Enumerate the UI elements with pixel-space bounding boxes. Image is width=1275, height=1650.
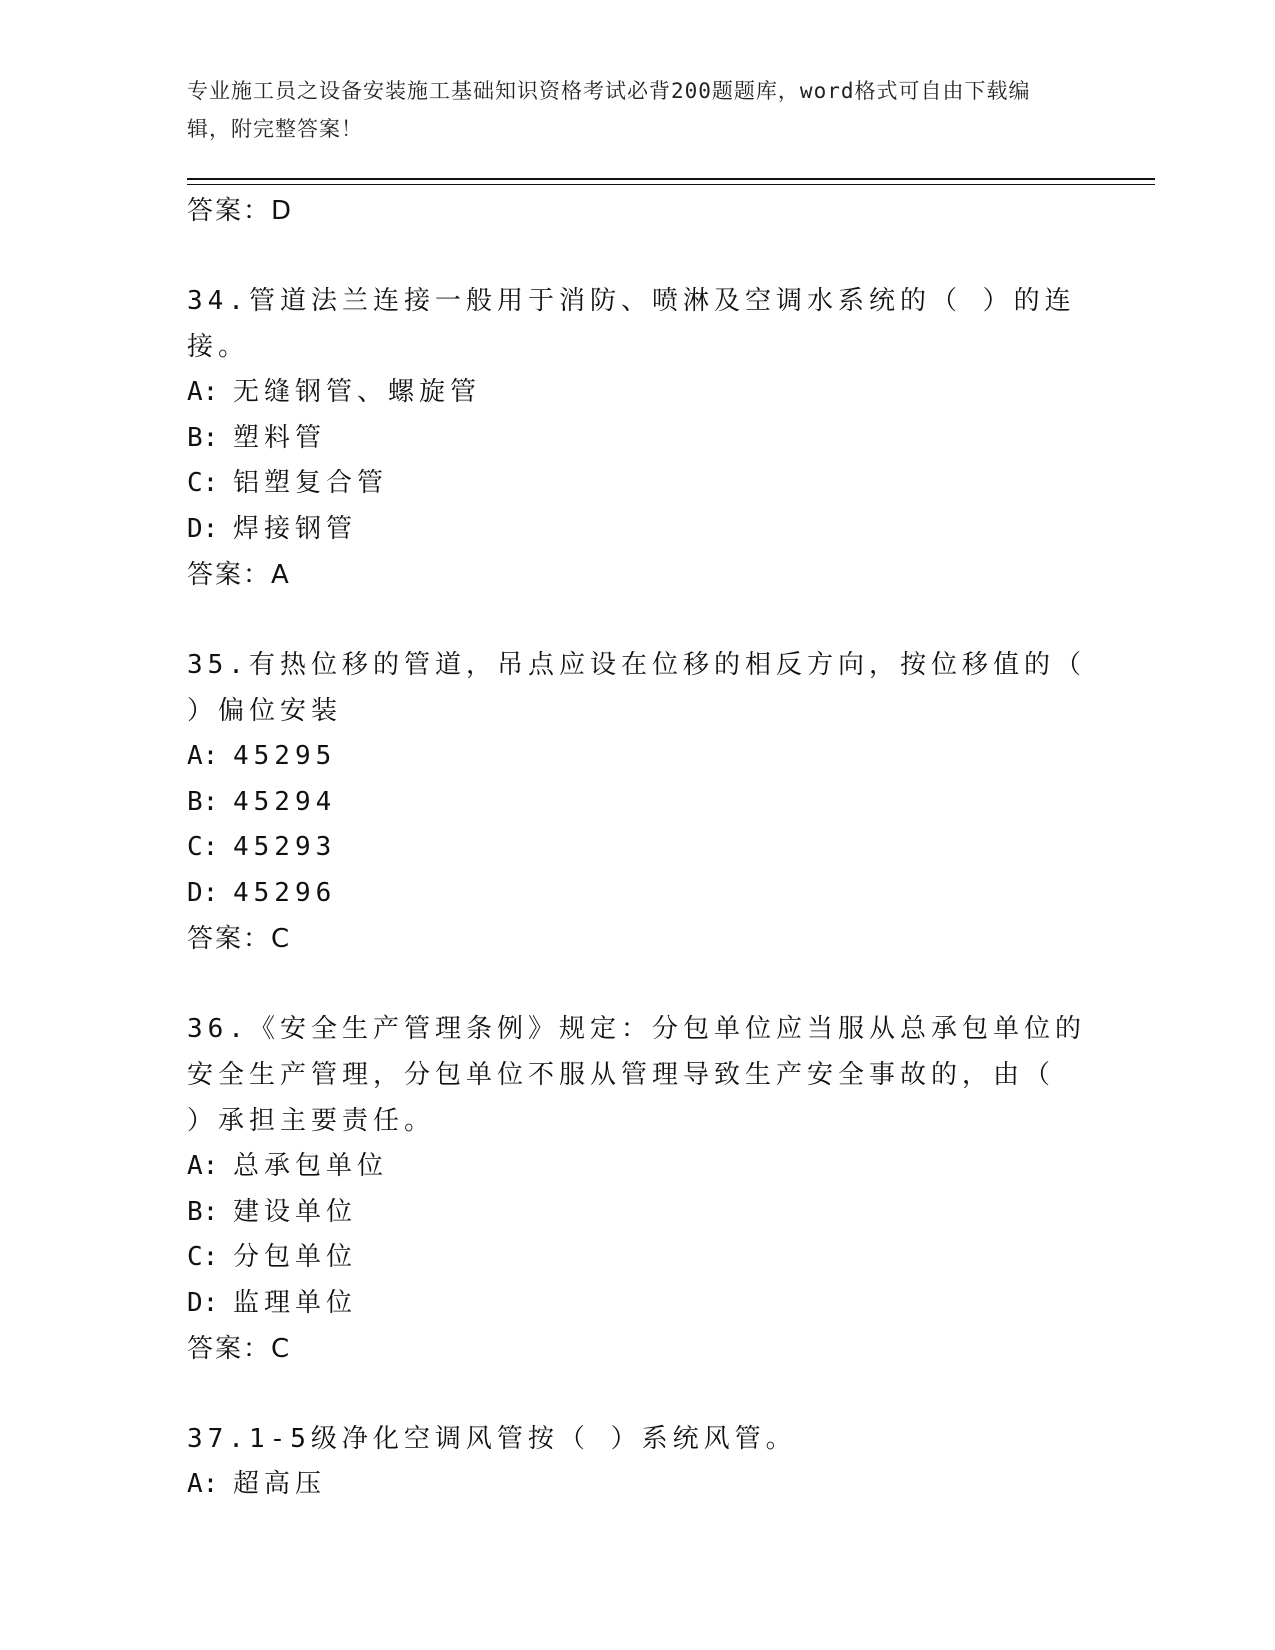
option-text: 超高压 — [233, 1469, 327, 1499]
option-text: 分包单位 — [233, 1242, 358, 1272]
question-34 — [187, 278, 1087, 598]
option-letter: D: — [187, 513, 219, 544]
option-a — [187, 370, 1087, 416]
header-rule-thin — [187, 184, 1155, 185]
option-letter: C: — [187, 468, 219, 498]
option-letter: A: — [187, 741, 219, 771]
answer-line: 答案：A — [187, 560, 291, 590]
question-37 — [187, 1416, 1087, 1508]
option-text: 45294 — [233, 786, 337, 817]
option-text: 45293 — [233, 832, 337, 862]
option-letter: A: — [187, 1151, 219, 1181]
option-letter: B: — [187, 786, 219, 817]
option-text: 45296 — [233, 877, 337, 908]
question-stem: 35.有热位移的管道，吊点应设在位移的相反方向，按位移值的（ ）偏位安装 — [187, 650, 1086, 726]
option-letter: C: — [187, 1242, 219, 1272]
option-b — [187, 1190, 1087, 1236]
option-letter: A: — [187, 377, 219, 407]
option-letter: B: — [187, 1196, 219, 1227]
question-36 — [187, 1006, 1087, 1372]
option-text: 铝塑复合管 — [233, 468, 389, 498]
option-letter: D: — [187, 877, 219, 908]
question-stem: 34.管道法兰连接一般用于消防、喷淋及空调水系统的（ ）的连接。 — [187, 286, 1076, 362]
option-text: 45295 — [233, 741, 337, 771]
option-b — [187, 780, 1087, 826]
option-letter: D: — [187, 1287, 219, 1318]
option-text: 监理单位 — [233, 1287, 358, 1318]
option-text: 塑料管 — [233, 422, 327, 453]
option-a — [187, 1462, 1087, 1508]
question-stem: 36.《安全生产管理条例》规定：分包单位应当服从总承包单位的安全生产管理，分包单位不服从管理导致生产安全事故的，由（ ）承担主要责任。 — [187, 1014, 1086, 1136]
option-b — [187, 416, 1087, 462]
question-35 — [187, 642, 1087, 962]
header-rule-thick — [187, 178, 1155, 180]
option-a — [187, 1144, 1087, 1190]
option-text: 建设单位 — [233, 1196, 358, 1227]
question-stem: 37.1-5级净化空调风管按（ ）系统风管。 — [187, 1424, 797, 1454]
option-d — [187, 507, 1087, 553]
answer-line: 答案：C — [187, 924, 292, 954]
answer-line: 答案：D — [187, 196, 294, 226]
option-c — [187, 825, 1087, 871]
option-d — [187, 871, 1087, 917]
option-a — [187, 734, 1087, 780]
option-text: 总承包单位 — [233, 1151, 389, 1181]
option-letter: B: — [187, 422, 219, 453]
option-text: 无缝钢管、螺旋管 — [233, 377, 482, 407]
answer-line: 答案：C — [187, 1334, 292, 1364]
option-letter: A: — [187, 1469, 219, 1499]
option-text: 焊接钢管 — [233, 513, 358, 544]
option-d — [187, 1281, 1087, 1327]
option-letter: C: — [187, 832, 219, 862]
option-c — [187, 461, 1087, 507]
document-header: 专业施工员之设备安装施工基础知识资格考试必背200题题库，word格式可自由下载编辑，附完整答案！ — [187, 79, 1031, 141]
question-list — [187, 188, 1087, 1508]
option-c — [187, 1235, 1087, 1281]
